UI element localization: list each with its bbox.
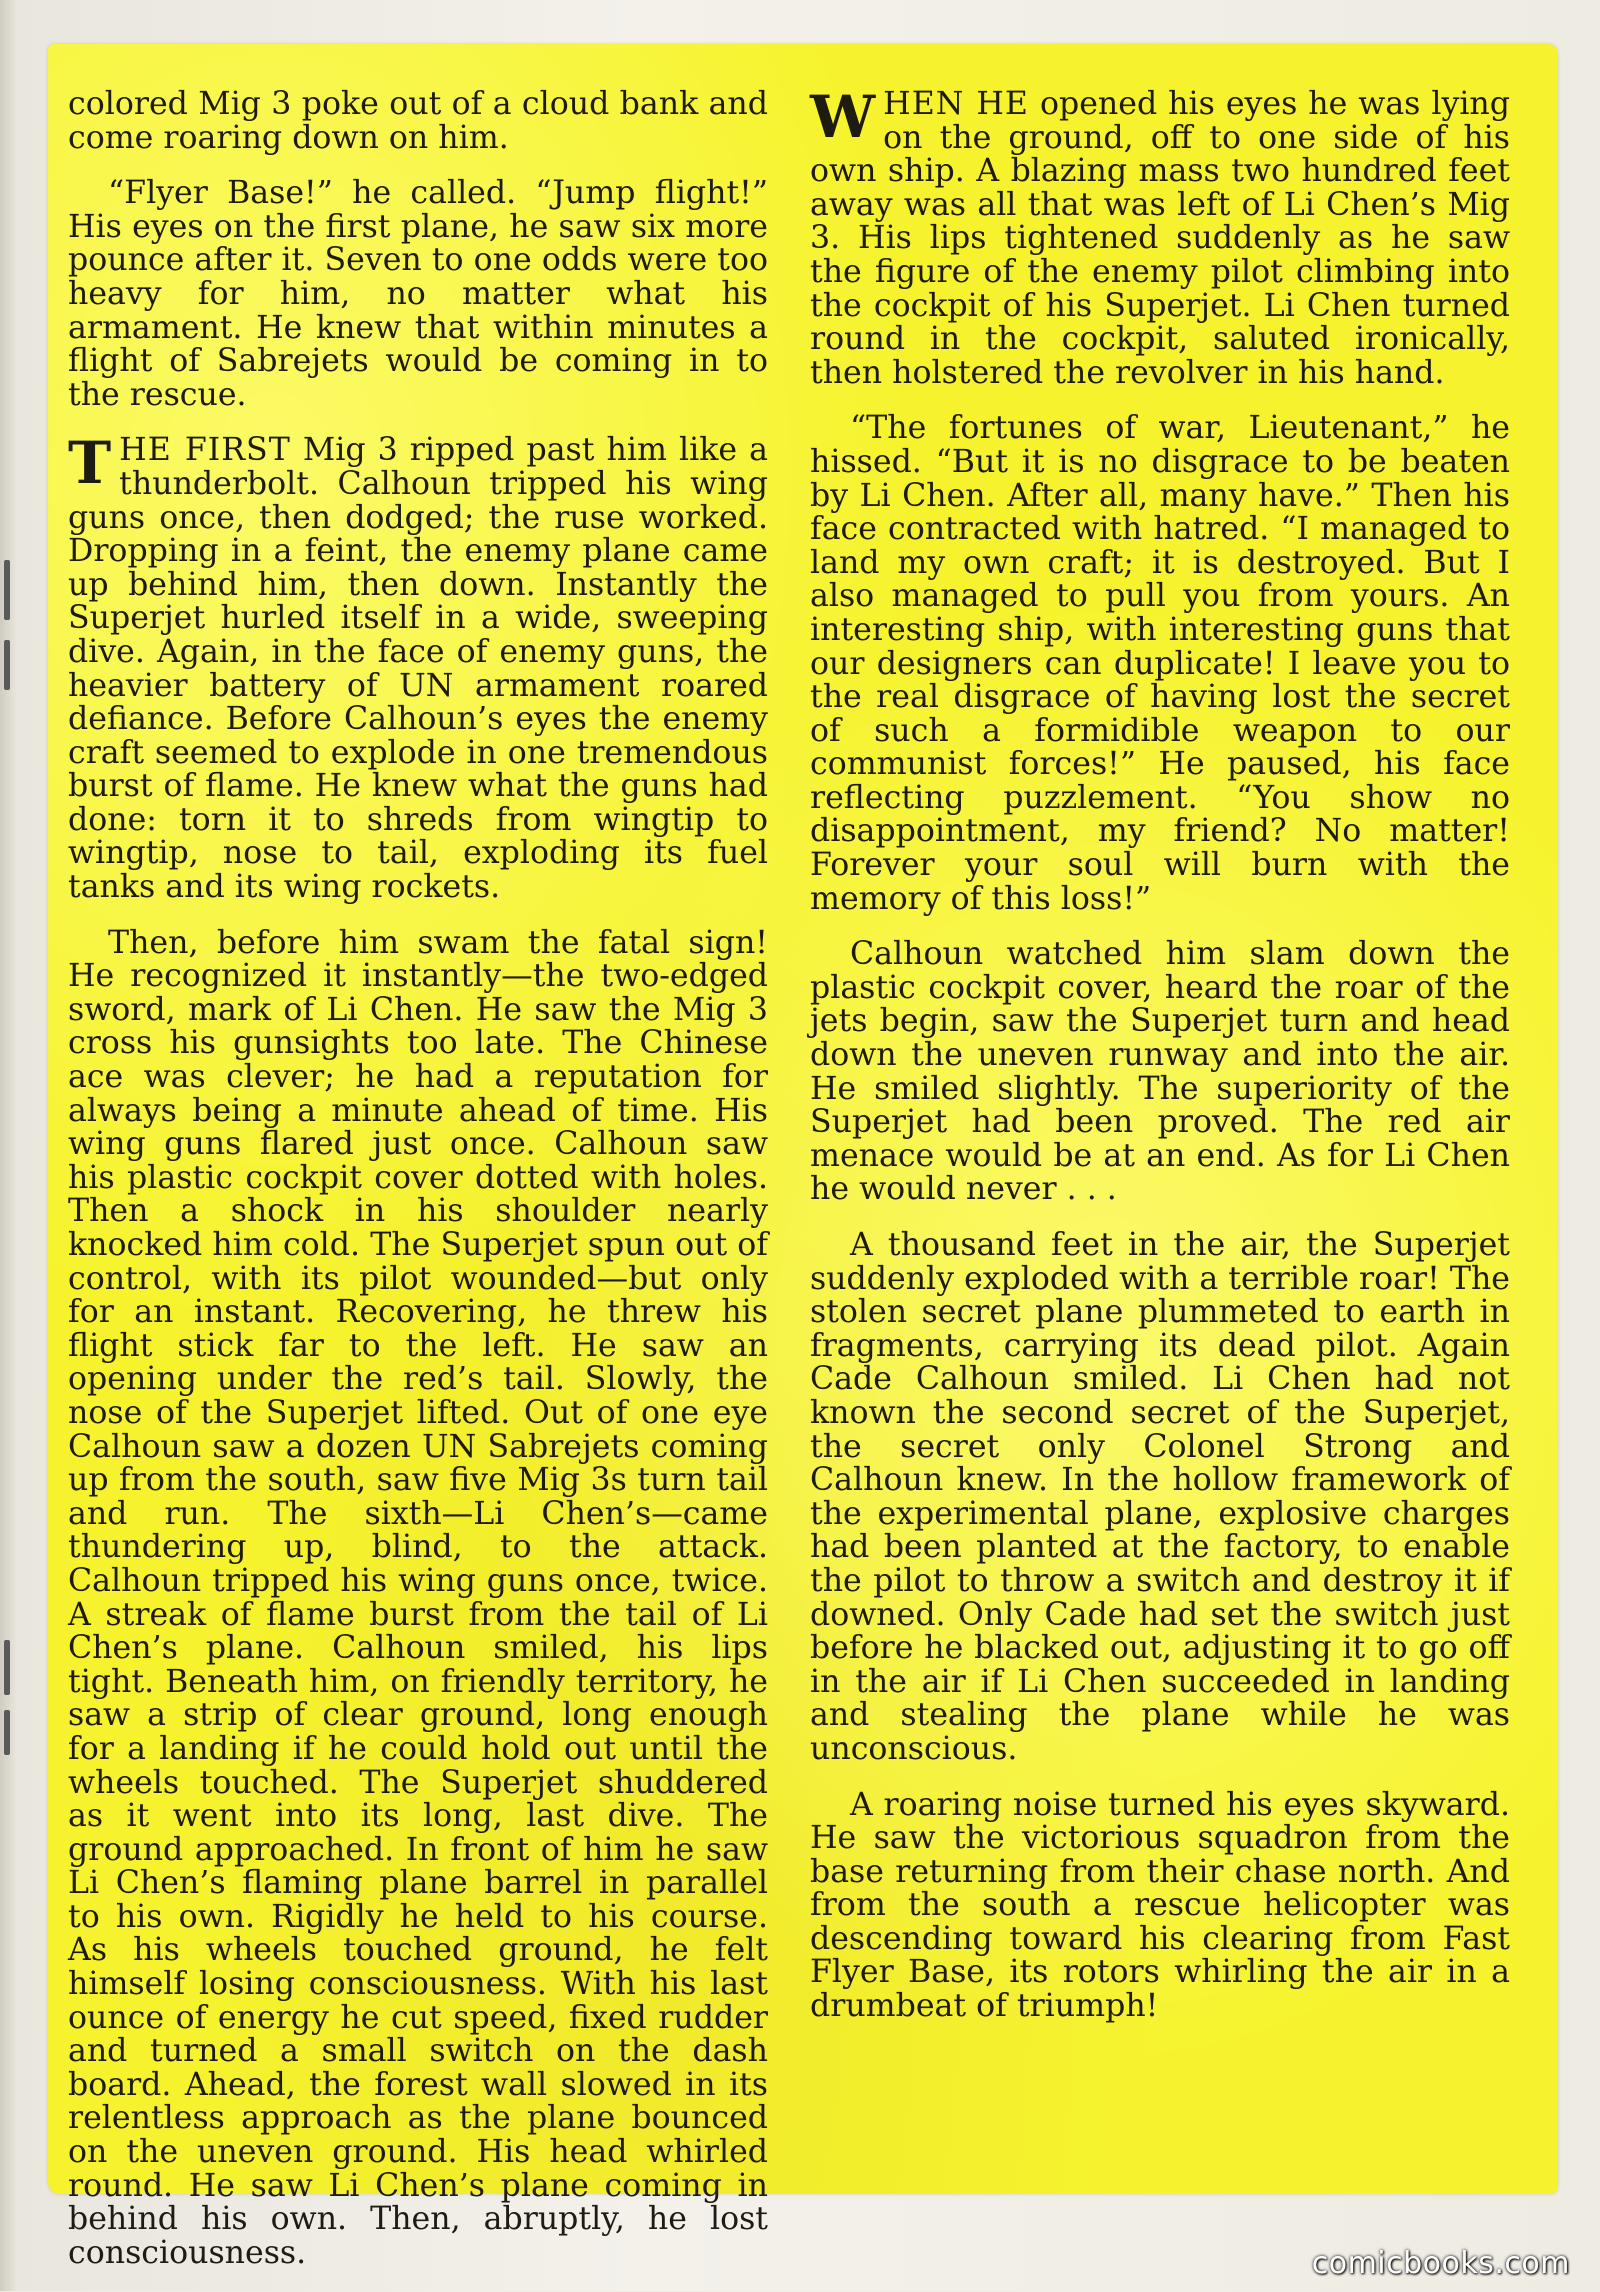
paragraph-text: Calhoun watched him slam down the plastic cockpit cover, heard the roar of the jets begin, saw the Superjet turn and head down the uneven runway and into the air. He smiled slightly. The superiority of the Superjet had been proved. The red air menace would be at an end. As for Li Chen he would never . . . [810, 936, 1510, 1208]
binding-mark [4, 560, 10, 620]
paragraph-text: colored Mig 3 poke out of a cloud bank and come roaring down on him. [68, 86, 768, 156]
right-column [810, 83, 1510, 2046]
paragraph [810, 1229, 1510, 1767]
paragraph-text: “Flyer Base!” he called. “Jump flight!” His eyes on the first plane, he saw six more pounce after it. Seven to one odds were too heavy for him, no matter what his armament. He knew that within minutes a flight of Sabrejets would be coming in to the rescue. [68, 175, 768, 413]
paragraph-text: “The fortunes of war, Lieutenant,” he hissed. “But it is no disgrace to be beaten by Li Chen. After all, many have.” Then his face contracted with hatred. “I managed to land my own craft; it is destroyed. But I also managed to pull you from yours. An interesting ship, with interesting guns that our designers can duplicate! I leave you to the real disgrace of having lost the secret of such a formidible weapon to our communist forces!” He paused, his face reflecting puzzlement. “You show no disappointment, my friend? No matter! Forever your soul will burn with the memory of this loss!” [810, 410, 1510, 917]
left-column [68, 88, 768, 2292]
binding-mark [4, 1640, 10, 1695]
paragraph [68, 429, 768, 906]
paragraph-text: A roaring noise turned his eyes skyward. He saw the victorious squadron from the base returning from their chase north. And from the south a rescue helicopter was descending toward his clearing from Fast Flyer Base, its rotors whirling the air in a drumbeat of triumph! [810, 1786, 1510, 2025]
paragraph-text: Mig 3 ripped past him like a thunderbolt. Calhoun tripped his wing guns once, then dodged; the ruse worked. Dropping in a feint, the enemy plane came up behind him, then down. Instantly the Superjet hurled itself in a wide, sweeping dive. Again, in the face of enemy guns, the heavier battery of UN armament roared defiance. Before Calhoun’s eyes the enemy craft seemed to explode in one tremendous burst of flame. He knew what the guns had done: torn it to shreds from wingtip to wingtip, nose to tail, exploding its fuel tanks and its wing rockets. [68, 432, 768, 906]
binding-mark [4, 640, 10, 690]
paragraph [810, 938, 1510, 1207]
paragraph [68, 177, 768, 412]
paragraph [68, 88, 768, 155]
drop-cap: T [68, 429, 112, 498]
drop-cap: W [810, 83, 876, 151]
watermark: comicbooks.com [1311, 2246, 1570, 2281]
paragraph-text: Then, before him swam the fatal sign! He recognized it instantly—the two-edged sword, mark of Li Chen. He saw the Mig 3 cross his gunsights too late. The Chinese ace was clever; he had a reputation for always being a minute ahead of time. His wing guns flared just once. Calhoun saw his plastic cockpit cover dotted with holes. Then a shock in his shoulder nearly knocked him cold. The Superjet spun out of control, with its pilot wounded—but only for an instant. Recovering, he threw his flight stick far to the left. He saw an opening under the red’s tail. Slowly, the nose of the Superjet lifted. Out of one eye Calhoun saw a dozen UN Sabrejets coming up from the south, saw five Mig 3s turn tail and run. The sixth—Li Chen’s—came thundering up, blind, to the attack. Calhoun tripped his wing guns once, twice. A streak of flame burst from the tail of Li Chen’s plane. Calhoun smiled, his lips tight. Beneath him, on friendly territory, he saw a strip of clear ground, long enough for a landing if he could hold out until the wheels touched. The Superjet shuddered as it went into its long, last dive. The ground approached. In front of him he saw Li Chen’s flaming plane barrel in parallel to his own. Rigidly he held to his course. As his wheels touched ground, he felt himself losing consciousness. With his last ounce of energy he cut speed, fixed rudder and turned a small switch on the dash board. Ahead, the forest wall slowed in its relentless approach as the plane bounced on the uneven ground. His head whirled round. He saw Li Chen’s plane coming in behind his own. Then, abruptly, he lost consciousness. [68, 924, 768, 2271]
paragraph-text: opened his eyes he was lying on the ground, off to one side of his own ship. A blazing mass two hundred feet away was all that was left of Li Chen’s Mig 3. His lips tightened suddenly as he saw the figure of the enemy pilot climbing into the cockpit of his Superjet. Li Chen turned round in the cockpit, saluted ironically, then holstered the revolver in his hand. [810, 86, 1510, 391]
paragraph [810, 412, 1510, 916]
paragraph [810, 83, 1510, 391]
page-edge [0, 0, 18, 2291]
paragraph-text: A thousand feet in the air, the Superjet suddenly exploded with a terrible roar! The stolen secret plane plummeted to earth in fragments, carrying its dead pilot. Again Cade Calhoun smiled. Li Chen had not known the second secret of the Superjet, the secret only Colonel Strong and Calhoun knew. In the hollow framework of the experimental plane, explosive charges had been planted at the factory, to enable the pilot to throw a switch and destroy it if downed. Only Cade had set the switch just before he blacked out, adjusting it to go off in the air if Li Chen succeeded in landing and stealing the plane while he was unconscious. [810, 1227, 1510, 1767]
binding-mark [4, 1710, 10, 1755]
paragraph [810, 1786, 1510, 2025]
lead-caps: HEN HE [883, 86, 1029, 122]
lead-caps: HE FIRST [119, 432, 291, 469]
paragraph [68, 924, 768, 2271]
